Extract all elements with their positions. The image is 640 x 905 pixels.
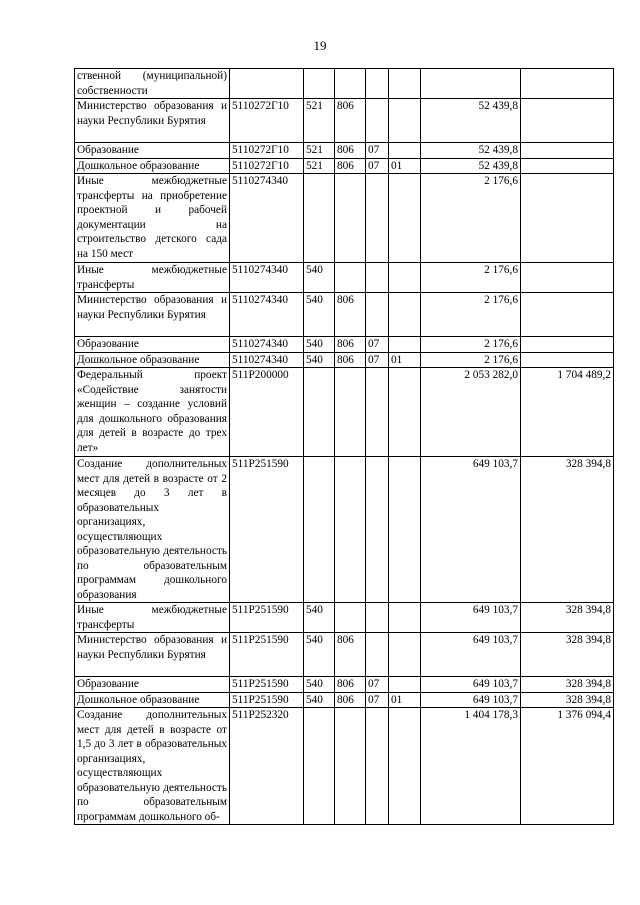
cell-amount-1: 2 176,6 [421, 174, 521, 263]
cell-section [366, 708, 389, 825]
cell-subsection [389, 708, 421, 825]
cell-subsection [389, 99, 421, 143]
cell-amount-1 [421, 69, 521, 99]
cell-ministry-code: 806 [335, 692, 366, 708]
cell-description: Иные межбюджетные трансферты на приобретение проектной и рабочей документации на строительство детского сада на 150 мест [75, 174, 230, 263]
cell-amount-1: 649 103,7 [421, 633, 521, 677]
cell-ministry-code: 806 [335, 352, 366, 368]
table-row [75, 99, 614, 143]
cell-section [366, 99, 389, 143]
cell-description: Федеральный проект «Содействие занятости женщин – создание условий для дошкольного образования для детей в возрасте до трех лет» [75, 368, 230, 457]
cell-subsection [389, 457, 421, 603]
cell-amount-2: 328 394,8 [521, 692, 614, 708]
cell-amount-2 [521, 99, 614, 143]
cell-amount-2 [521, 293, 614, 337]
cell-ministry-code [335, 69, 366, 99]
cell-amount-1: 2 176,6 [421, 263, 521, 293]
cell-description: Дошкольное образование [75, 692, 230, 708]
table-row [75, 69, 614, 99]
cell-expense-type: 540 [304, 352, 335, 368]
cell-subsection [389, 633, 421, 677]
cell-expense-type: 540 [304, 677, 335, 693]
cell-ministry-code [335, 174, 366, 263]
cell-amount-1: 52 439,8 [421, 143, 521, 159]
cell-section [366, 293, 389, 337]
cell-amount-1: 649 103,7 [421, 457, 521, 603]
cell-section [366, 368, 389, 457]
cell-amount-2: 1 704 489,2 [521, 368, 614, 457]
cell-expense-type: 540 [304, 337, 335, 353]
cell-ministry-code [335, 368, 366, 457]
table-row [75, 158, 614, 174]
cell-amount-1: 649 103,7 [421, 677, 521, 693]
cell-amount-1: 649 103,7 [421, 603, 521, 633]
cell-subsection [389, 337, 421, 353]
cell-ministry-code [335, 457, 366, 603]
cell-expense-type: 521 [304, 143, 335, 159]
budget-table [74, 68, 614, 825]
page-number: 19 [313, 38, 327, 53]
cell-expense-type [304, 69, 335, 99]
cell-target-article: 511P200000 [230, 368, 304, 457]
cell-expense-type: 540 [304, 293, 335, 337]
cell-subsection [389, 174, 421, 263]
table-row [75, 603, 614, 633]
cell-subsection [389, 69, 421, 99]
cell-description: Дошкольное образование [75, 352, 230, 368]
cell-section: 07 [366, 143, 389, 159]
cell-target-article: 5110274340 [230, 352, 304, 368]
table-row [75, 692, 614, 708]
cell-subsection [389, 143, 421, 159]
cell-expense-type: 540 [304, 633, 335, 677]
cell-description: Иные межбюджетные трансферты [75, 603, 230, 633]
cell-ministry-code: 806 [335, 633, 366, 677]
cell-description: Создание дополнительных мест для детей в возрасте от 2 месяцев до 3 лет в образовательных организациях, осуществляющих образовательную деятельность по образовательным программам дошкольного образования [75, 457, 230, 603]
table-row [75, 677, 614, 693]
cell-amount-2 [521, 158, 614, 174]
cell-subsection: 01 [389, 158, 421, 174]
table-row [75, 337, 614, 353]
cell-target-article: 511P251590 [230, 677, 304, 693]
cell-section: 07 [366, 337, 389, 353]
cell-amount-1: 2 176,6 [421, 293, 521, 337]
table-row [75, 633, 614, 677]
cell-description: Создание дополнительных мест для детей в возрасте от 1,5 до 3 лет в образовательных организациях, осуществляющих образовательную деятельность по образовательным программам дошкольного об- [75, 708, 230, 825]
table-row [75, 143, 614, 159]
cell-target-article: 511P252320 [230, 708, 304, 825]
cell-ministry-code: 806 [335, 99, 366, 143]
cell-amount-1: 2 176,6 [421, 337, 521, 353]
cell-section: 07 [366, 677, 389, 693]
cell-subsection [389, 263, 421, 293]
cell-amount-2 [521, 143, 614, 159]
cell-description: Образование [75, 143, 230, 159]
cell-ministry-code: 806 [335, 293, 366, 337]
cell-amount-2: 328 394,8 [521, 603, 614, 633]
cell-subsection: 01 [389, 352, 421, 368]
cell-ministry-code [335, 263, 366, 293]
cell-amount-1: 2 053 282,0 [421, 368, 521, 457]
cell-expense-type [304, 368, 335, 457]
cell-amount-2 [521, 352, 614, 368]
cell-description: Дошкольное образование [75, 158, 230, 174]
cell-expense-type: 540 [304, 692, 335, 708]
cell-section [366, 457, 389, 603]
cell-amount-2 [521, 69, 614, 99]
cell-description: Образование [75, 337, 230, 353]
cell-description: Министерство образования и науки Республики Бурятия [75, 99, 230, 143]
cell-ministry-code: 806 [335, 158, 366, 174]
cell-section: 07 [366, 158, 389, 174]
cell-expense-type: 540 [304, 603, 335, 633]
cell-target-article: 5110274340 [230, 337, 304, 353]
table-row [75, 368, 614, 457]
cell-target-article [230, 69, 304, 99]
cell-expense-type [304, 174, 335, 263]
cell-amount-2 [521, 174, 614, 263]
cell-section [366, 174, 389, 263]
cell-amount-2 [521, 263, 614, 293]
table-row [75, 708, 614, 825]
cell-amount-1: 1 404 178,3 [421, 708, 521, 825]
cell-target-article: 5110272Г10 [230, 158, 304, 174]
cell-expense-type: 521 [304, 158, 335, 174]
cell-ministry-code: 806 [335, 143, 366, 159]
cell-subsection: 01 [389, 692, 421, 708]
cell-section: 07 [366, 352, 389, 368]
cell-amount-1: 52 439,8 [421, 99, 521, 143]
cell-section [366, 633, 389, 677]
cell-target-article: 511P251590 [230, 633, 304, 677]
cell-target-article: 5110272Г10 [230, 99, 304, 143]
cell-section [366, 69, 389, 99]
table-row [75, 263, 614, 293]
cell-amount-1: 649 103,7 [421, 692, 521, 708]
cell-target-article: 5110274340 [230, 174, 304, 263]
cell-description: Министерство образования и науки Республики Бурятия [75, 293, 230, 337]
cell-subsection [389, 293, 421, 337]
cell-ministry-code [335, 603, 366, 633]
cell-expense-type [304, 457, 335, 603]
cell-description: Министерство образования и науки Республики Бурятия [75, 633, 230, 677]
cell-target-article: 511P251590 [230, 603, 304, 633]
cell-amount-1: 52 439,8 [421, 158, 521, 174]
cell-ministry-code: 806 [335, 677, 366, 693]
cell-amount-1: 2 176,6 [421, 352, 521, 368]
cell-description: ственной (муниципальной) собственности [75, 69, 230, 99]
cell-ministry-code [335, 708, 366, 825]
cell-ministry-code: 806 [335, 337, 366, 353]
cell-description: Образование [75, 677, 230, 693]
cell-section: 07 [366, 692, 389, 708]
cell-expense-type: 521 [304, 99, 335, 143]
cell-subsection [389, 603, 421, 633]
cell-subsection [389, 368, 421, 457]
cell-subsection [389, 677, 421, 693]
table-row [75, 174, 614, 263]
cell-target-article: 511P251590 [230, 692, 304, 708]
cell-target-article: 5110274340 [230, 263, 304, 293]
cell-section [366, 603, 389, 633]
table-row [75, 293, 614, 337]
cell-description: Иные межбюджетные трансферты [75, 263, 230, 293]
table-row [75, 457, 614, 603]
cell-expense-type [304, 708, 335, 825]
cell-amount-2: 328 394,8 [521, 677, 614, 693]
cell-target-article: 511P251590 [230, 457, 304, 603]
table-row [75, 352, 614, 368]
cell-target-article: 5110274340 [230, 293, 304, 337]
cell-amount-2: 328 394,8 [521, 457, 614, 603]
cell-section [366, 263, 389, 293]
cell-amount-2: 1 376 094,4 [521, 708, 614, 825]
cell-amount-2 [521, 337, 614, 353]
cell-amount-2: 328 394,8 [521, 633, 614, 677]
cell-expense-type: 540 [304, 263, 335, 293]
cell-target-article: 5110272Г10 [230, 143, 304, 159]
